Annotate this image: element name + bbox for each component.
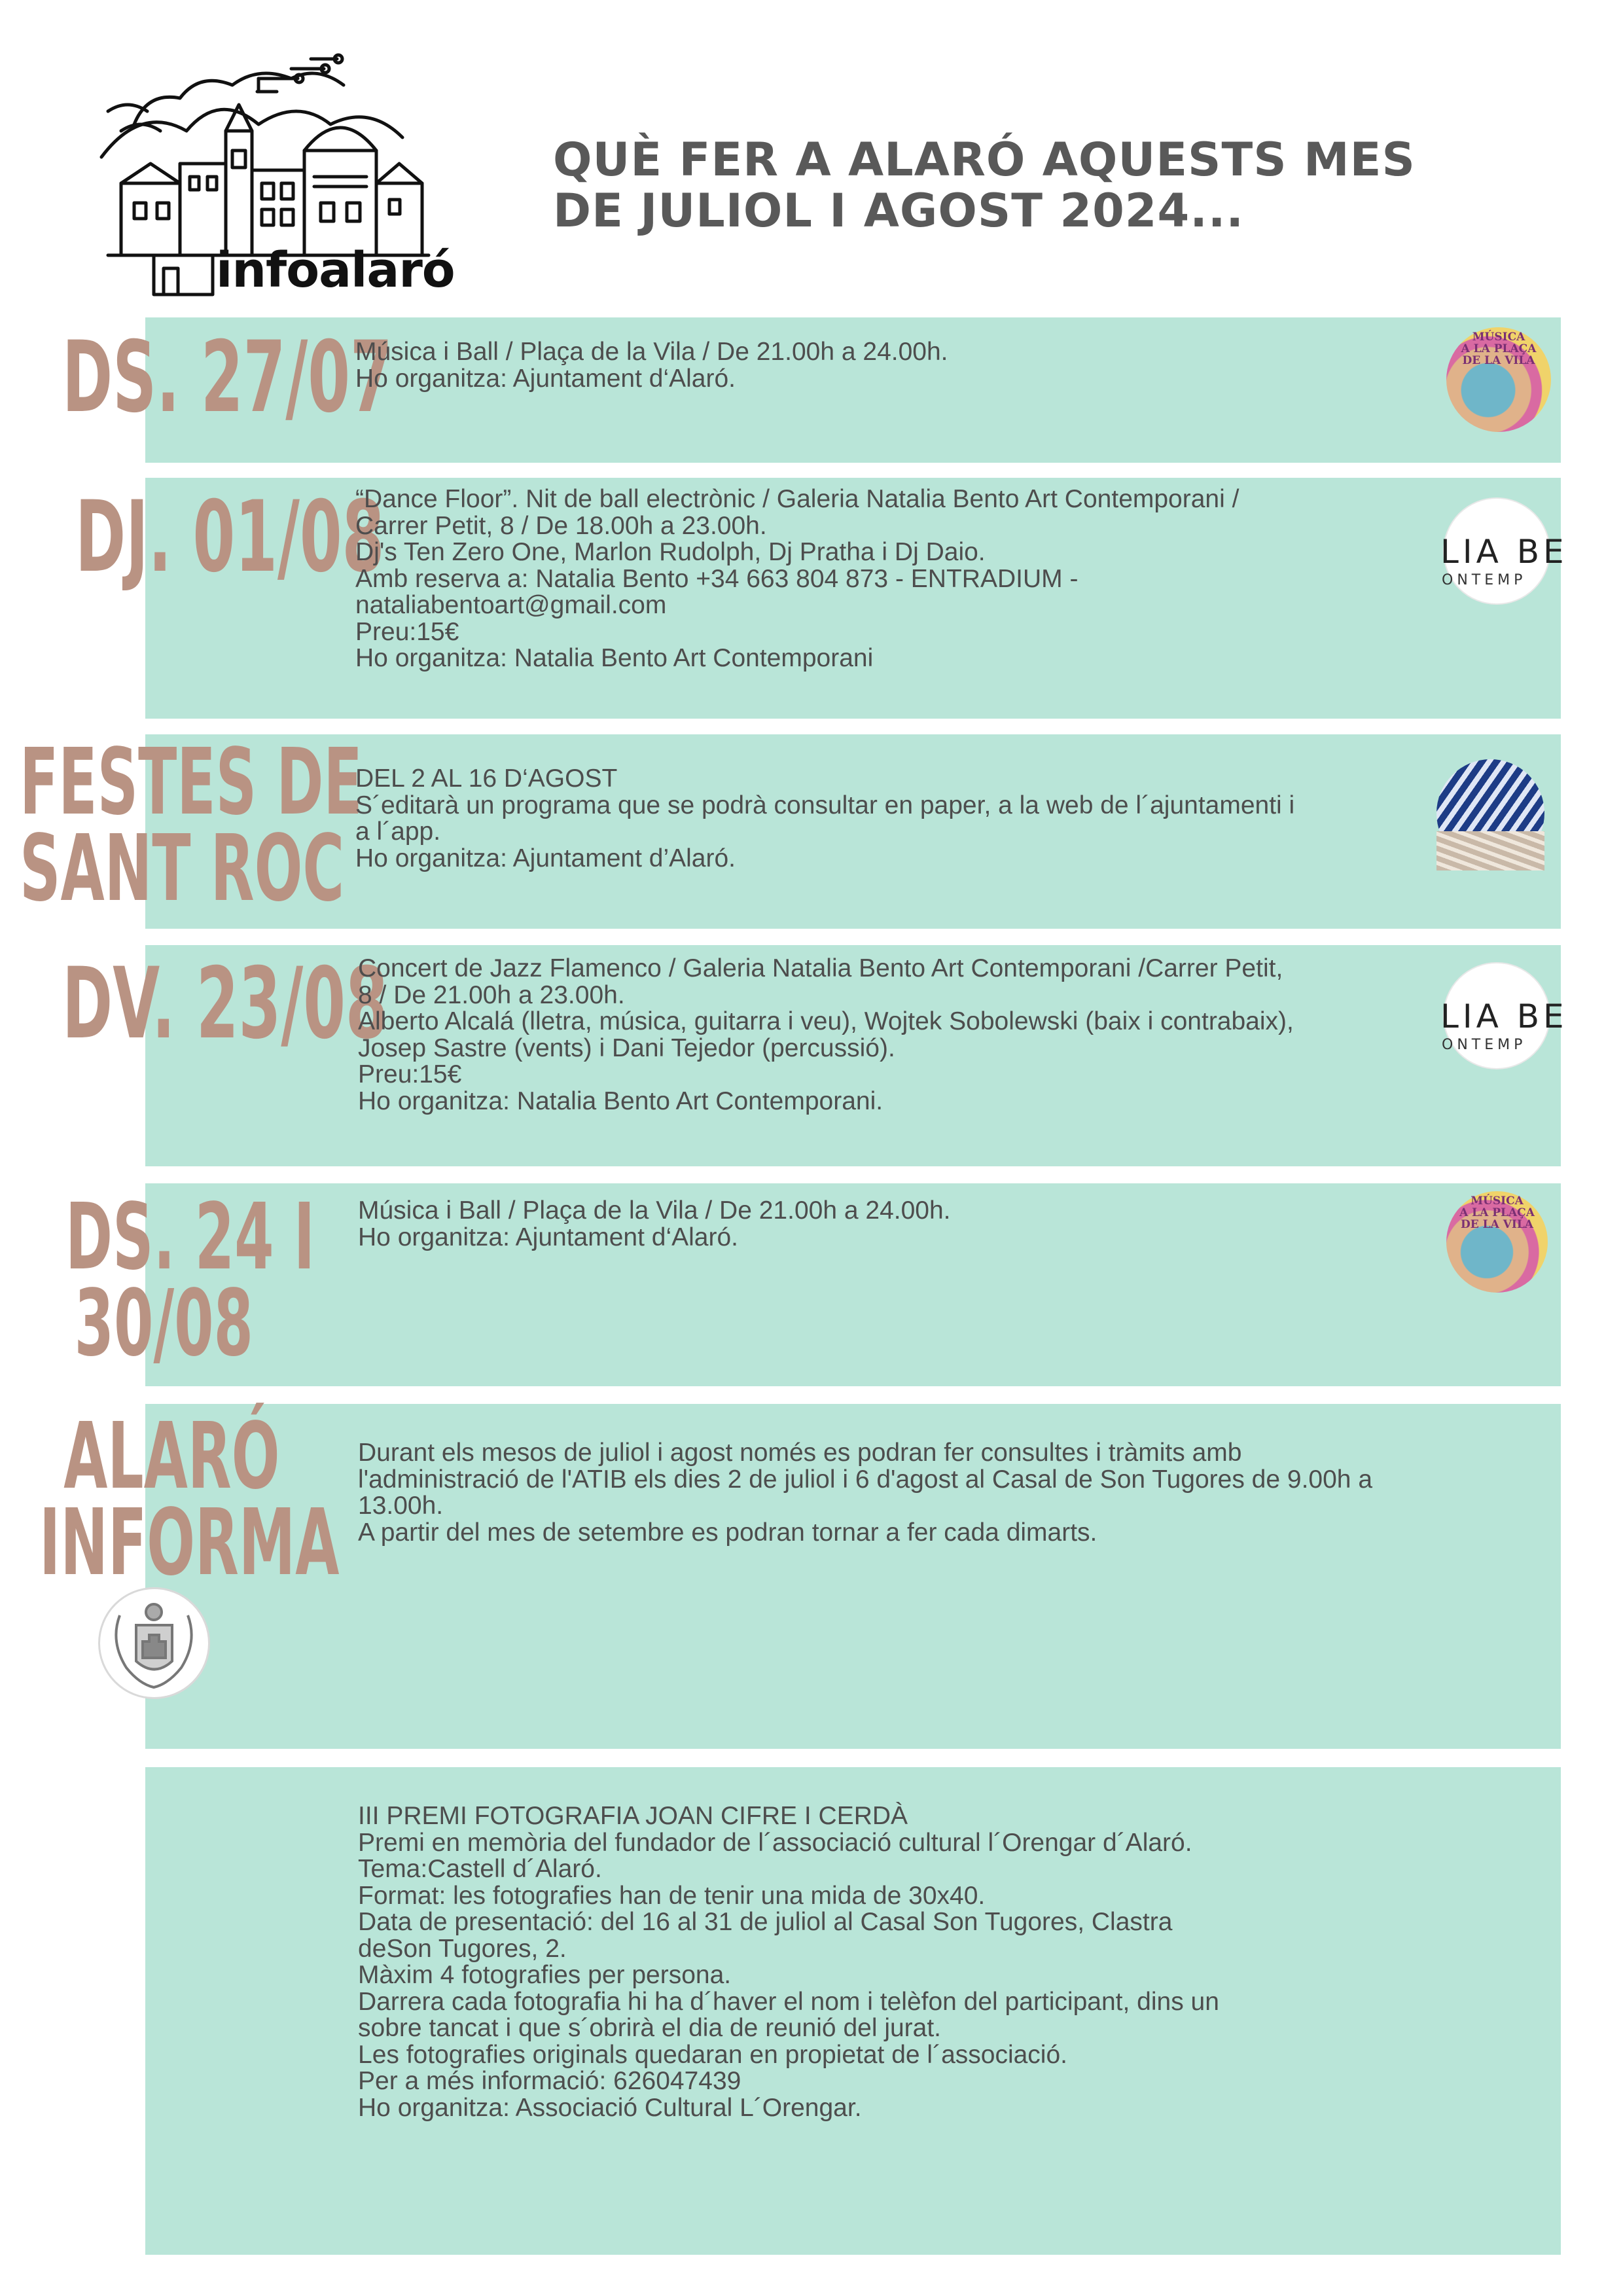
event-text-3: DEL 2 AL 16 D‘AGOST S´editarà un programa que se podrà consultar en paper, a la web de l´ajuntamenti i a l´app. Ho organitza: Ajuntament d’Alaró.: [355, 764, 1295, 872]
poster-line-1: MÚSICA: [1471, 1194, 1524, 1208]
event-date-3-line-2: SANT ROC: [20, 816, 345, 922]
event-text-1: Música i Ball / Plaça de la Vila / De 21.00h a 24.00h. Ho organitza: Ajuntament d‘Alaró.: [355, 338, 948, 393]
event-text-6: Durant els mesos de juliol i agost només es podran fer consultes i tràmits amb l'administració de l'ATIB els dies 2 de juliol i 6 d'agost al Casal de Son Tugores de 9.00h a 13.00h. A partir del mes de setembre es podran tornar a fer cada dimarts.: [358, 1439, 1373, 1547]
event-thumb-1: [1446, 327, 1551, 432]
event-thumb-3: [1436, 759, 1544, 867]
gallery-logo-text: LIA BE: [1440, 533, 1568, 571]
event-date-1: DS. 27/07: [62, 321, 393, 435]
logo-text: infoalaró: [216, 242, 455, 298]
coat-of-arms-icon: [98, 1587, 210, 1699]
event-text-7: III PREMI FOTOGRAFIA JOAN CIFRE I CERDÀ Premi en memòria del fundador de l´associació cultural l´Orengar d´Alaró. Tema:Castell d´Alaró. Format: les fotografies han de tenir una mida de 30x40. Data de presentació: del 16 al 31 de juliol al Casal Son Tugores, Clastra deSon Tugores, 2. Màxim 4 fotografies per persona. Darrera cada fotografia hi ha d´haver el nom i telèfon del participant, dins un sobre tancat i que s´obrirà el dia de reunió del jurat. Les fotografies originals quedaran en propietat de l´associació. Per a més informació: 626047439 Ho organitza: Associació Cultural L´Orengar.: [358, 1802, 1219, 2122]
event-thumb-4: [1440, 962, 1568, 1069]
event-text-5: Música i Ball / Plaça de la Vila / De 21.00h a 24.00h. Ho organitza: Ajuntament d‘Alaró.: [358, 1196, 951, 1251]
event-date-6: [39, 1403, 340, 1596]
poster-line-1: MÚSICA: [1472, 331, 1525, 344]
poster-line-3: DE LA VILA: [1462, 354, 1535, 367]
event-date-3: [20, 729, 363, 922]
poster-line-2: A LA PLAÇA: [1461, 342, 1537, 355]
event-date-3-line-1: FESTES DE: [20, 729, 363, 836]
event-date-5-line-2: 30/08: [74, 1270, 253, 1377]
event-text-2: “Dance Floor”. Nit de ball electrònic / Galeria Natalia Bento Art Contemporani / Carrer Petit, 8 / De 18.00h a 23.00h. Dj's Ten Zero One, Marlon Rudolph, Dj Pratha i Dj Daio. Amb reserva a: Natalia Bento +34 663 804 873 - ENTRADIUM - nataliabentoart@gmail.com Preu:15€ Ho organitza: Natalia Bento Art Contemporani: [355, 485, 1240, 672]
event-date-5-line-1: DS. 24 I: [65, 1184, 315, 1291]
event-date-5: [65, 1184, 315, 1377]
page-title: [553, 134, 1469, 236]
event-date-6-line-1: ALARÓ: [63, 1403, 280, 1510]
event-date-4: DV. 23/08: [62, 947, 388, 1061]
event-thumb-2: [1440, 497, 1568, 605]
gallery-logo-subtext: ONTEMP: [1442, 1037, 1527, 1053]
event-text-4: Concert de Jazz Flamenco / Galeria Natalia Bento Art Contemporani /Carrer Petit, 8 / De 21.00h a 23.00h. Alberto Alcalá (lletra, música, guitarra i veu), Wojtek Sobolewski (baix i contrabaix), Josep Sastre (vents) i Dani Tejedor (percussió). Preu:15€ Ho organitza: Natalia Bento Art Contemporani.: [358, 954, 1294, 1115]
event-thumb-5: [1446, 1191, 1548, 1293]
event-date-6-line-2: INFORMA: [39, 1490, 340, 1596]
page-title-line-1: QUÈ FER A ALARÓ AQUESTS MES: [553, 133, 1416, 187]
event-date-2: DJ. 01/08: [75, 480, 385, 594]
gallery-logo-subtext: ONTEMP: [1442, 572, 1527, 588]
poster-line-3: DE LA VILA: [1461, 1218, 1533, 1231]
poster-line-2: A LA PLAÇA: [1459, 1206, 1535, 1219]
page-title-line-2: DE JULIOL I AGOST 2024...: [553, 184, 1244, 238]
gallery-logo-text: LIA BE: [1440, 997, 1568, 1035]
